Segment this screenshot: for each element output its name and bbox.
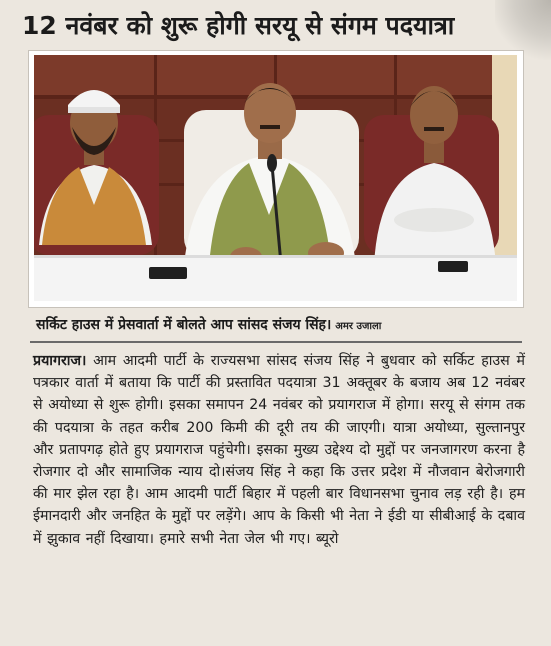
photo-caption bbox=[36, 310, 516, 340]
headline: 12 नवंबर को शुरू होगी सरयू से संगम पदयात्रा bbox=[22, 11, 455, 40]
article-body bbox=[33, 350, 525, 550]
article-text: आम आदमी पार्टी के राज्यसभा सांसद संजय सिंह ने बुधवार को सर्किट हाउस में पत्रकार वार्ता में बताया कि पार्टी की प्रस्तावित पदयात्रा 31 अक्तूबर के बजाय अब 12 नवंबर से अयोध्या से शुरू होगी। इसका समापन 24 नवंबर को प्रयागराज में होगा। सरयू से संगम तक की पदयात्रा के तहत करीब 200 किमी की दूरी तय की जाएगी। यात्रा अयोध्या, सुल्तानपुर और प्रतापगढ़ होते हुए प्रयागराज पहुंचेगी। इसका मुख्य उद्देश्य दो मुद्दों पर जनजागरण करना है रोजगार दो और सामाजिक न्याय दो।संजय सिंह ने कहा कि उत्तर प्रदेश में नौजवान बेरोजगारी की मार झेल रहा है। आम आदमी पार्टी बिहार में पहली बार विधानसभा चुनाव लड़ रही है। हम ईमानदारी और जनहित के मुद्दों पर लड़ेंगे। आप के किसी भी नेता ने ईडी या सीबीआई के दबाव में झुकाव नहीं दिखाया। हमारे सभी नेता जेल भी गए। ब्यूरो bbox=[33, 353, 525, 547]
separator-rule bbox=[30, 341, 522, 343]
caption-text: सर्किट हाउस में प्रेसवार्ता में बोलते आप सांसद संजय सिंह। bbox=[36, 317, 332, 333]
dateline: प्रयागराज। bbox=[33, 353, 87, 369]
press-conference-photo bbox=[34, 55, 517, 301]
next-column-fragment bbox=[24, 634, 528, 646]
photo-credit: अमर उजाला bbox=[335, 321, 382, 332]
